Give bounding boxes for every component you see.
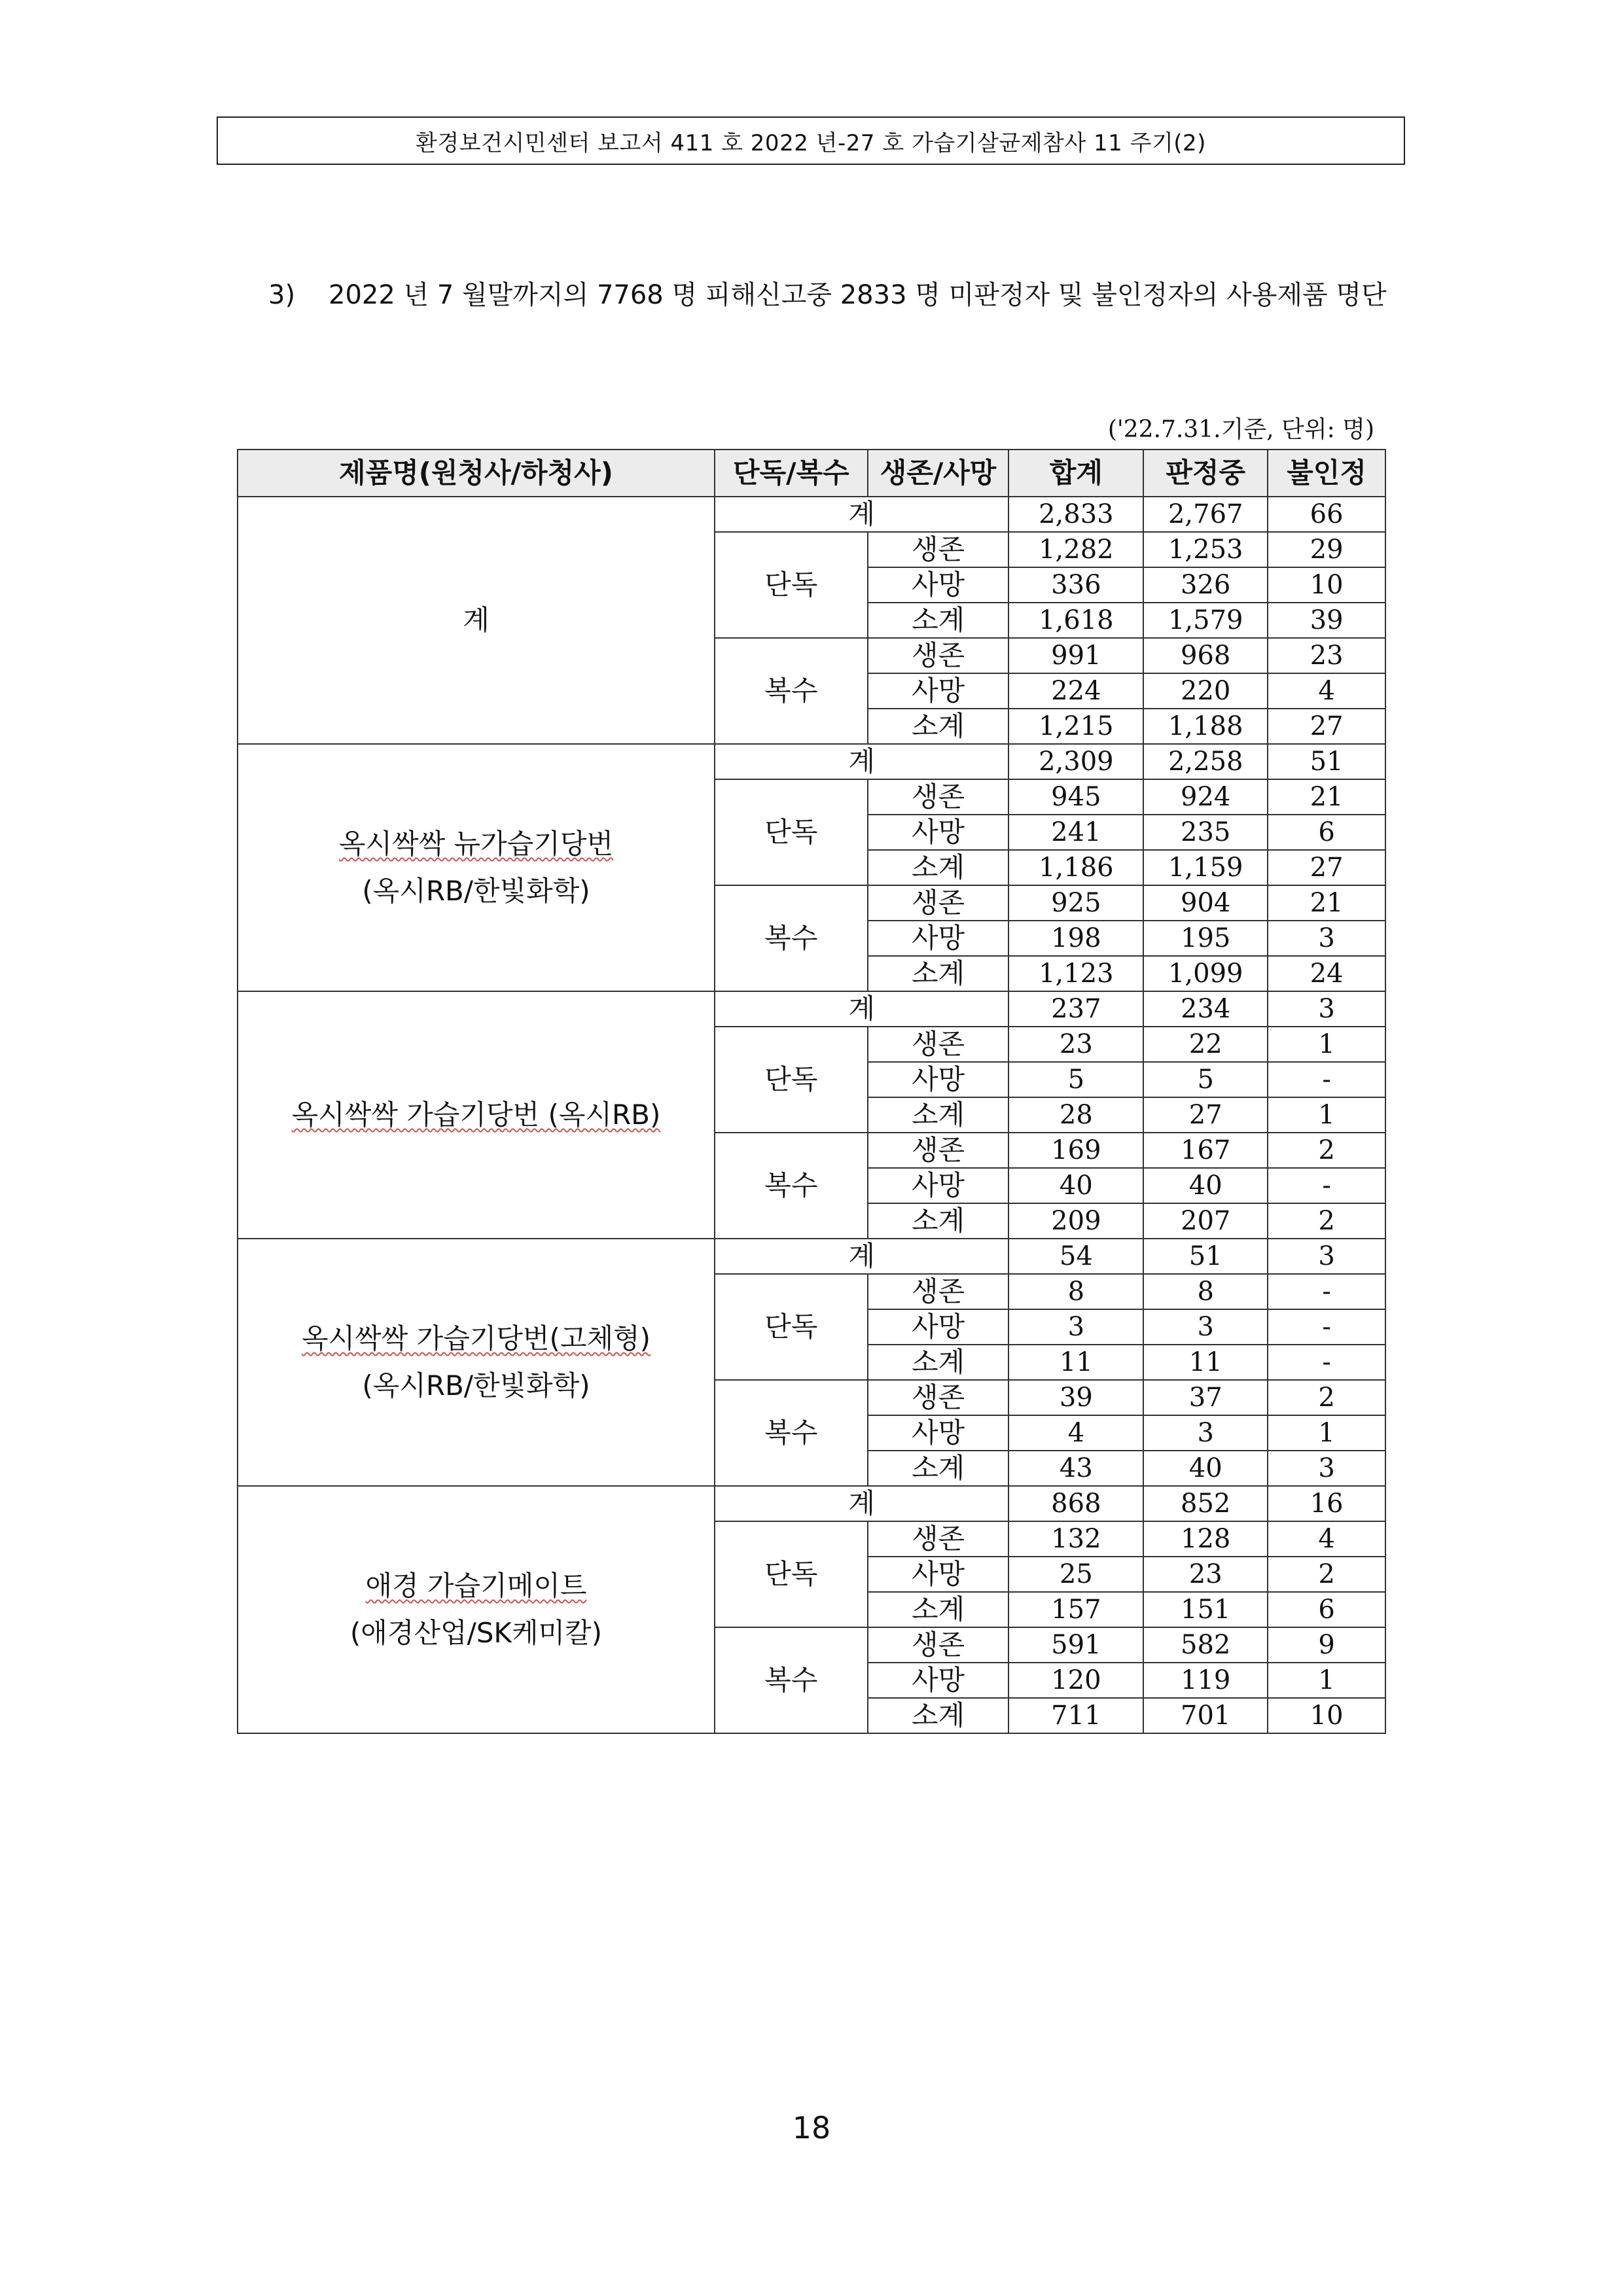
total-label: 계 [715,1239,1008,1274]
value-cell: 241 [1008,815,1143,850]
value-cell: 27 [1143,1097,1268,1133]
table-header-row [238,450,1385,497]
status-cell-dead: 사망 [868,1168,1009,1203]
value-cell: 66 [1268,497,1385,532]
value-cell: 868 [1008,1486,1143,1521]
table-note: ('22.7.31.기준, 단위: 명) [1107,416,1374,443]
product-name-cell [238,744,715,991]
section-number: 3) [268,280,296,310]
value-cell: 9 [1268,1627,1385,1663]
col-header-type: 단독/복수 [715,450,868,497]
value-cell: 21 [1268,779,1385,815]
value-cell: 151 [1143,1592,1268,1627]
value-cell: 25 [1008,1557,1143,1592]
value-cell: 23 [1268,638,1385,673]
value-cell: 945 [1008,779,1143,815]
col-header-pending: 판정중 [1143,450,1268,497]
status-cell-alive: 생존 [868,1274,1009,1309]
total-label: 계 [715,991,1008,1027]
table-row [238,991,1385,1027]
value-cell: 924 [1143,779,1268,815]
value-cell: 8 [1008,1274,1143,1309]
status-cell-dead: 사망 [868,673,1009,709]
value-cell: - [1268,1062,1385,1097]
value-cell: 235 [1143,815,1268,850]
value-cell: 224 [1008,673,1143,709]
status-cell-dead: 사망 [868,567,1009,603]
table-row [238,497,1385,532]
value-cell: 336 [1008,567,1143,603]
value-cell: 1,188 [1143,709,1268,744]
status-cell-alive: 생존 [868,1027,1009,1062]
value-cell: 51 [1268,744,1385,779]
type-cell-multiple: 복수 [715,1627,868,1733]
value-cell: 1 [1268,1097,1385,1133]
status-cell-dead: 사망 [868,1309,1009,1345]
value-cell: 3 [1268,1451,1385,1486]
value-cell: 195 [1143,921,1268,956]
value-cell: 40 [1143,1451,1268,1486]
status-cell-subtotal: 소계 [868,850,1009,885]
table-row [238,1486,1385,1521]
value-cell: 22 [1143,1027,1268,1062]
value-cell: 4 [1268,1521,1385,1557]
type-cell-single: 단독 [715,1274,868,1380]
status-cell-alive: 생존 [868,532,1009,567]
value-cell: 2,258 [1143,744,1268,779]
value-cell: 1,282 [1008,532,1143,567]
type-cell-single: 단독 [715,779,868,885]
value-cell: 2,767 [1143,497,1268,532]
value-cell: 10 [1268,567,1385,603]
product-name-cell [238,991,715,1239]
status-cell-subtotal: 소계 [868,956,1009,991]
status-cell-alive: 생존 [868,779,1009,815]
value-cell: 28 [1008,1097,1143,1133]
status-cell-subtotal: 소계 [868,1203,1009,1239]
value-cell: - [1268,1274,1385,1309]
value-cell: 39 [1008,1380,1143,1415]
value-cell: 209 [1008,1203,1143,1239]
value-cell: 3 [1268,921,1385,956]
value-cell: 3 [1268,1239,1385,1274]
value-cell: 43 [1008,1451,1143,1486]
value-cell: 157 [1008,1592,1143,1627]
status-cell-subtotal: 소계 [868,1592,1009,1627]
value-cell: 51 [1143,1239,1268,1274]
value-cell: 220 [1143,673,1268,709]
total-label: 계 [715,744,1008,779]
value-cell: 4 [1268,673,1385,709]
value-cell: 120 [1008,1663,1143,1698]
value-cell: 1 [1268,1663,1385,1698]
value-cell: 701 [1143,1698,1268,1733]
type-cell-multiple: 복수 [715,638,868,744]
table-row [238,1239,1385,1274]
value-cell: 54 [1008,1239,1143,1274]
status-cell-subtotal: 소계 [868,1451,1009,1486]
product-table [237,449,1386,1734]
value-cell: 8 [1143,1274,1268,1309]
value-cell: 1,159 [1143,850,1268,885]
col-header-total: 합계 [1008,450,1143,497]
product-name-cell [238,497,715,744]
status-cell-dead: 사망 [868,815,1009,850]
product-name-cell [238,1486,715,1733]
value-cell: 991 [1008,638,1143,673]
value-cell: 24 [1268,956,1385,991]
value-cell: 2,309 [1008,744,1143,779]
value-cell: 5 [1008,1062,1143,1097]
value-cell: 2,833 [1008,497,1143,532]
status-cell-alive: 생존 [868,1521,1009,1557]
status-cell-subtotal: 소계 [868,1698,1009,1733]
report-header-text: 환경보건시민센터 보고서 411 호 2022 년-27 호 가습기살균제참사 11 주기(2) [416,130,1206,156]
total-label: 계 [715,1486,1008,1521]
value-cell: 128 [1143,1521,1268,1557]
value-cell: - [1268,1345,1385,1380]
type-cell-single: 단독 [715,1027,868,1133]
value-cell: 23 [1008,1027,1143,1062]
value-cell: 21 [1268,885,1385,921]
status-cell-alive: 생존 [868,1627,1009,1663]
col-header-rejected: 불인정 [1268,450,1385,497]
status-cell-alive: 생존 [868,1380,1009,1415]
value-cell: 198 [1008,921,1143,956]
status-cell-dead: 사망 [868,1557,1009,1592]
value-cell: 169 [1008,1133,1143,1168]
type-cell-single: 단독 [715,1521,868,1627]
value-cell: 37 [1143,1380,1268,1415]
value-cell: 3 [1143,1309,1268,1345]
value-cell: 904 [1143,885,1268,921]
value-cell: 27 [1268,850,1385,885]
product-name: 애경 가습기메이트 [365,1570,587,1602]
status-cell-alive: 생존 [868,885,1009,921]
value-cell: 23 [1143,1557,1268,1592]
product-maker: (옥시RB/한빛화학) [362,875,590,907]
value-cell: 10 [1268,1698,1385,1733]
table-row [238,744,1385,779]
value-cell: 167 [1143,1133,1268,1168]
value-cell: 711 [1008,1698,1143,1733]
table-body [238,497,1385,1733]
value-cell: 207 [1143,1203,1268,1239]
type-cell-multiple: 복수 [715,1380,868,1486]
value-cell: 6 [1268,815,1385,850]
value-cell: 2 [1268,1557,1385,1592]
value-cell: 27 [1268,709,1385,744]
status-cell-subtotal: 소계 [868,709,1009,744]
value-cell: 1,618 [1008,603,1143,638]
product-maker: (애경산업/SK케미칼) [349,1617,603,1649]
col-header-product: 제품명(원청사/하청사) [238,450,715,497]
value-cell: 1,123 [1008,956,1143,991]
col-header-status: 생존/사망 [868,450,1009,497]
product-name: 옥시싹싹 가습기당번(고체형) [302,1322,651,1354]
status-cell-subtotal: 소계 [868,1345,1009,1380]
status-cell-dead: 사망 [868,1062,1009,1097]
value-cell: 925 [1008,885,1143,921]
value-cell: 1 [1268,1415,1385,1451]
value-cell: 234 [1143,991,1268,1027]
value-cell: 968 [1143,638,1268,673]
value-cell: 1,099 [1143,956,1268,991]
page-number: 18 [792,2110,831,2146]
status-cell-alive: 생존 [868,1133,1009,1168]
value-cell: 40 [1143,1168,1268,1203]
value-cell: 39 [1268,603,1385,638]
value-cell: 1 [1268,1027,1385,1062]
value-cell: 1,253 [1143,532,1268,567]
status-cell-alive: 생존 [868,638,1009,673]
product-name-cell [238,1239,715,1486]
status-cell-dead: 사망 [868,921,1009,956]
value-cell: 582 [1143,1627,1268,1663]
value-cell: 2 [1268,1380,1385,1415]
product-maker: (옥시RB/한빛화학) [362,1369,590,1402]
value-cell: 11 [1143,1345,1268,1380]
value-cell: - [1268,1168,1385,1203]
type-cell-multiple: 복수 [715,885,868,991]
value-cell: 852 [1143,1486,1268,1521]
value-cell: 3 [1143,1415,1268,1451]
value-cell: 1,579 [1143,603,1268,638]
status-cell-subtotal: 소계 [868,603,1009,638]
report-header [217,116,1405,165]
value-cell: 1,215 [1008,709,1143,744]
value-cell: 237 [1008,991,1143,1027]
section-text: 2022 년 7 월말까지의 7768 명 피해신고중 2833 명 미판정자 및 불인정자의 사용제품 명단 [329,280,1387,310]
product-name: 옥시싹싹 뉴가습기당번 [338,828,614,860]
value-cell: 326 [1143,567,1268,603]
product-name: 옥시싹싹 가습기당번 (옥시RB) [291,1099,661,1131]
product-name: 계 [463,604,490,636]
value-cell: 2 [1268,1203,1385,1239]
value-cell: 29 [1268,532,1385,567]
value-cell: 591 [1008,1627,1143,1663]
value-cell: 40 [1008,1168,1143,1203]
status-cell-subtotal: 소계 [868,1097,1009,1133]
value-cell: 6 [1268,1592,1385,1627]
value-cell: - [1268,1309,1385,1345]
value-cell: 5 [1143,1062,1268,1097]
total-label: 계 [715,497,1008,532]
value-cell: 11 [1008,1345,1143,1380]
value-cell: 2 [1268,1133,1385,1168]
value-cell: 3 [1008,1309,1143,1345]
status-cell-dead: 사망 [868,1663,1009,1698]
value-cell: 4 [1008,1415,1143,1451]
type-cell-single: 단독 [715,532,868,638]
value-cell: 3 [1268,991,1385,1027]
value-cell: 1,186 [1008,850,1143,885]
value-cell: 16 [1268,1486,1385,1521]
value-cell: 119 [1143,1663,1268,1698]
status-cell-dead: 사망 [868,1415,1009,1451]
type-cell-multiple: 복수 [715,1133,868,1239]
value-cell: 132 [1008,1521,1143,1557]
